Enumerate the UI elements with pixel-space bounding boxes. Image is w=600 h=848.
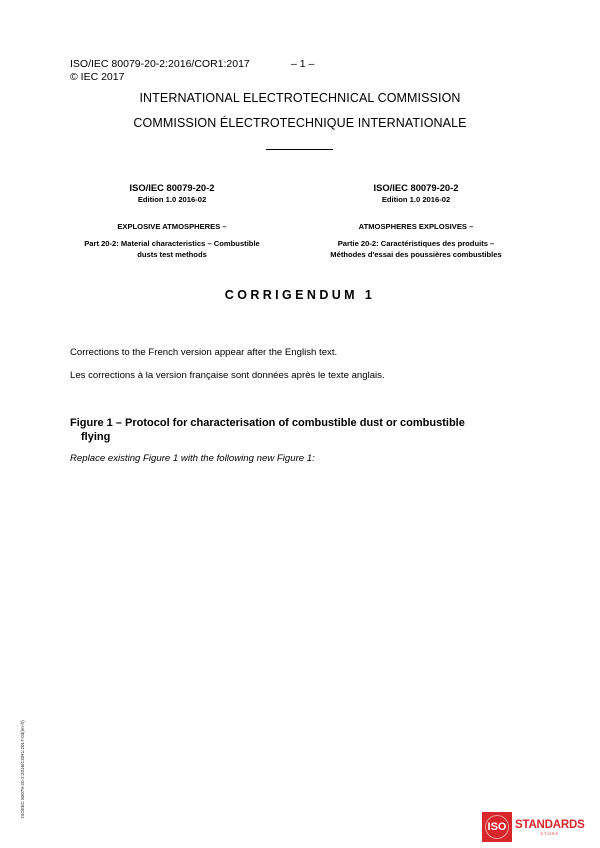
part-title	[52, 239, 292, 260]
figure-title-line-2: flying	[81, 430, 111, 443]
main-title: EXPLOSIVE ATMOSPHERES –	[117, 222, 227, 231]
part-title-line-2: dusts test methods	[137, 249, 207, 259]
edition-line: Edition 1.0 2016-02	[137, 195, 207, 204]
iso-badge-text: ISO	[487, 821, 507, 833]
main-title: ATMOSPHERES EXPLOSIVES –	[358, 222, 474, 231]
standard-number: ISO/IEC 80079-20-2	[129, 182, 215, 193]
standard-number: ISO/IEC 80079-20-2	[373, 182, 459, 193]
part-title-line-2: Méthodes d'essai des poussières combustibles	[330, 249, 502, 259]
figure-title	[70, 417, 530, 444]
note-english: Corrections to the French version appear after the English text.	[70, 347, 338, 358]
iso-badge-icon	[482, 812, 512, 842]
part-title-line-1: Partie 20-2: Caractéristiques des produits –	[337, 239, 495, 248]
logo-wordmark	[515, 819, 585, 836]
organization-name-french: COMMISSION ÉLECTROTECHNIQUE INTERNATIONALE	[133, 116, 467, 130]
figure-title-line-1: Figure 1 – Protocol for characterisation of combustible dust or combustible	[70, 417, 465, 429]
sidebar-document-id: ISO/IEC 80079-20-2:2016/COR1:2017-03(en-fr)	[20, 720, 25, 818]
iso-standards-store-logo	[482, 812, 585, 842]
separator-rule	[266, 149, 333, 150]
note-french: Les corrections à la version française sont données après le texte anglais.	[70, 370, 385, 381]
edition-line: Edition 1.0 2016-02	[381, 195, 451, 204]
copyright-notice: © IEC 2017	[70, 71, 125, 83]
organization-name-english: INTERNATIONAL ELECTROTECHNICAL COMMISSION	[139, 91, 461, 105]
part-title-line-1: Part 20-2: Material characteristics – Combustible	[84, 239, 260, 248]
page-number: – 1 –	[291, 58, 315, 70]
logo-word-standards: STANDARDS	[515, 818, 585, 831]
figure-instruction: Replace existing Figure 1 with the following new Figure 1:	[70, 453, 315, 464]
corrigendum-heading: CORRIGENDUM 1	[224, 288, 376, 302]
logo-word-store: STORE	[540, 830, 560, 836]
document-reference: ISO/IEC 80079-20-2:2016/COR1:2017	[70, 58, 250, 70]
part-title	[296, 239, 536, 260]
